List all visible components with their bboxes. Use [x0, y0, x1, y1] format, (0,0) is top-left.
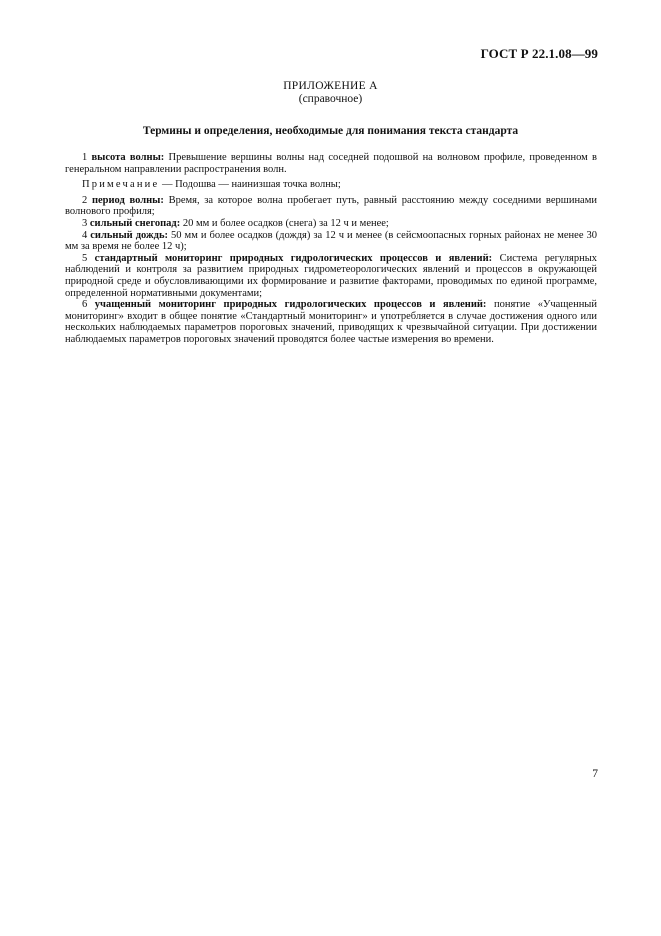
- definition-number: 1: [82, 152, 88, 163]
- definition-number: 3: [82, 217, 88, 229]
- definition-number: 6: [82, 299, 88, 311]
- definition-3: [65, 218, 597, 230]
- appendix-heading: [0, 80, 661, 106]
- page-number: 7: [592, 768, 598, 780]
- section-title: Термины и определения, необходимые для понимания текста стандарта: [142, 125, 519, 137]
- definition-term: стандартный мониторинг природных гидрологических процессов и явлений:: [94, 252, 493, 264]
- definition-4: [65, 230, 597, 253]
- definition-6: [65, 299, 597, 345]
- definition-text: Система регулярных наблюдений и контроля за развитием природных гидрометеорологических явлений и процессов в окружающей природной среде и обусловливающими их формирование и развитие факторами, проводимых по единой программе, определенной нормативными документами;: [65, 252, 598, 299]
- definition-text: Превышение вершины волны над соседней подошвой на волновом профиле, проведенном в генеральном направлении распространения волн.: [65, 152, 597, 175]
- appendix-subtitle: (справочное): [298, 93, 363, 105]
- definition-1: [65, 152, 597, 175]
- definition-term: учащенный мониторинг природных гидрологических процессов и явлений:: [94, 299, 487, 311]
- definition-number: 5: [82, 252, 88, 264]
- definition-2: [65, 195, 597, 218]
- definition-term: высота волны:: [91, 152, 165, 163]
- definition-number: 4: [82, 229, 88, 241]
- definition-text: понятие «Учащенный мониторинг» входит в общее понятие «Стандартный мониторинг» и употребляется в случае достижения одного или нескольких наблюдаемых параметров пороговых значений, приводящих к чрезвычайной ситуации. При достижении наблюдаемых параметров пороговых значений проводятся более частые измерения во времени.: [65, 299, 597, 345]
- definitions-list: [65, 152, 597, 346]
- definition-term: период волны:: [91, 194, 164, 206]
- definition-note: [65, 179, 597, 191]
- definition-text: 20 мм и более осадков (снега) за 12 ч и менее;: [182, 217, 389, 229]
- definition-text: Время, за которое волна пробегает путь, равный расстоянию между соседними вершинами волнового профиля;: [65, 194, 597, 218]
- document-code: ГОСТ Р 22.1.08—99: [480, 46, 598, 61]
- appendix-title: ПРИЛОЖЕНИЕ А: [283, 80, 378, 92]
- definition-term: сильный дождь:: [90, 229, 169, 241]
- note-label: Примечание: [82, 179, 160, 191]
- definition-term: сильный снегопад:: [89, 217, 181, 229]
- definition-5: [65, 253, 597, 299]
- note-text: — Подошва — наинизшая точка волны;: [159, 179, 341, 191]
- definition-number: 2: [82, 194, 88, 206]
- definition-text: 50 мм и более осадков (дождя) за 12 ч и менее (в сейсмоопасных горных районах не менее 30 мм за время не более 12 ч);: [65, 229, 597, 253]
